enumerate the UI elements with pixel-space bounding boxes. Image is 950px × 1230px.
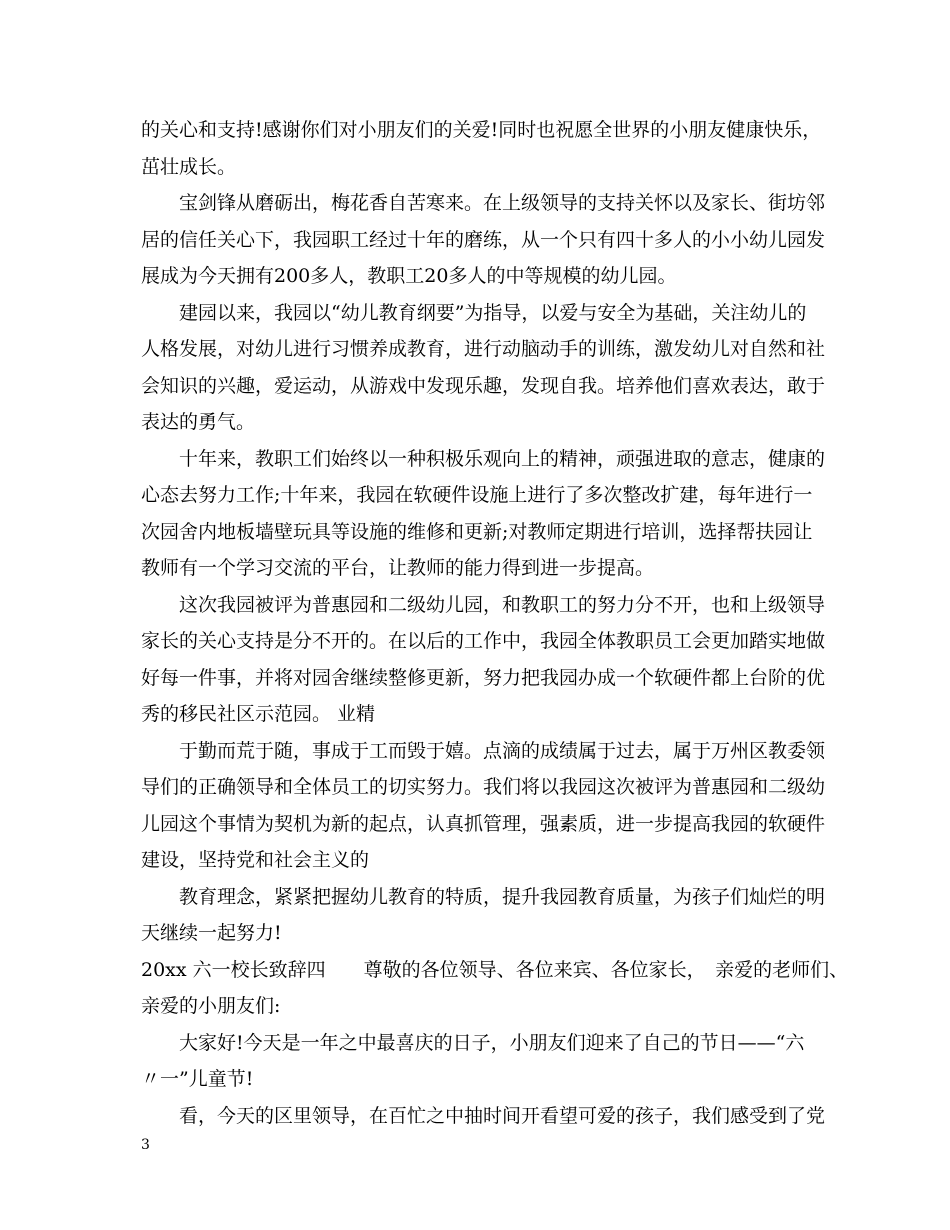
text-line: 教育理念，紧紧把握幼儿教育的特质，提升我园教育质量，为孩子们灿烂的明: [179, 886, 826, 908]
text-line: 好每一件事，并将对园舍继续整修更新，努力把我园办成一个软硬件都上台阶的优: [141, 667, 826, 689]
text-line: 家长的关心支持是分不开的。在以后的工作中，我园全体教职员工会更加踏实地做: [141, 630, 826, 652]
text-line: 亲爱的小朋友们:: [141, 995, 281, 1017]
text-line: 看，今天的区里领导，在百忙之中抽时间开看望可爱的孩子，我们感受到了党: [179, 1105, 826, 1127]
text-line: 于勤而荒于随，事成于工而毁于嬉。点滴的成绩属于过去，属于万州区教委领: [179, 740, 826, 762]
text-line: 会知识的兴趣，爱运动，从游戏中发现乐趣，发现自我。培养他们喜欢表达，敢于: [141, 375, 826, 397]
page-number: 3: [141, 1137, 150, 1153]
text-line: 表达的勇气。: [141, 411, 256, 433]
text-line: 这次我园被评为普惠园和二级幼儿园，和教职工的努力分不开，也和上级领导: [179, 594, 826, 616]
text-line: 20xx 六一校长致辞四 尊敬的各位领导、各位来宾、各位家长， 亲爱的老师们、: [141, 959, 849, 981]
text-line: 导们的正确领导和全体员工的切实努力。我们将以我园这次被评为普惠园和二级幼: [141, 776, 826, 798]
text-line: 秀的移民社区示范园。 业精: [141, 703, 376, 725]
text-line: 居的信任关心下，我园职工经过十年的磨练，从一个只有四十多人的小小幼儿园发: [141, 229, 826, 251]
text-line: 天继续一起努力!: [141, 922, 282, 944]
text-line: 次园舍内地板墙壁玩具等设施的维修和更新;对教师定期进行培训，选择帮扶园让: [141, 521, 813, 543]
text-line: 展成为今天拥有200多人，教职工20多人的中等规模的幼儿园。: [141, 265, 677, 287]
text-line: 儿园这个事情为契机为新的起点，认真抓管理，强素质，进一步提高我园的软硬件: [141, 813, 826, 835]
text-line: 建设，坚持党和社会主义的: [141, 849, 370, 871]
text-line: 的关心和支持!感谢你们对小朋友们的关爱!同时也祝愿全世界的小朋友健康快乐，: [141, 119, 822, 141]
text-line: 十年来，教职工们始终以一种积极乐观向上的精神，顽强进取的意志，健康的: [179, 448, 826, 470]
text-line: 人格发展，对幼儿进行习惯养成教育，进行动脑动手的训练，激发幼儿对自然和社: [141, 338, 826, 360]
text-line: 〃一”儿童节!: [141, 1068, 254, 1090]
text-line: 大家好!今天是一年之中最喜庆的日子，小朋友们迎来了自己的节日——“六: [179, 1032, 805, 1054]
text-line: 茁壮成长。: [141, 156, 237, 178]
text-line: 教师有一个学习交流的平台，让教师的能力得到进一步提高。: [141, 557, 655, 579]
text-line: 宝剑锋从磨砺出，梅花香自苦寒来。在上级领导的支持关怀以及家长、街坊邻: [179, 192, 826, 214]
text-line: 建园以来，我园以“幼儿教育纲要”为指导，以爱与安全为基础，关注幼儿的: [179, 302, 807, 324]
text-line: 心态去努力工作;十年来，我园在软硬件设施上进行了多次整改扩建，每年进行一: [141, 484, 813, 506]
